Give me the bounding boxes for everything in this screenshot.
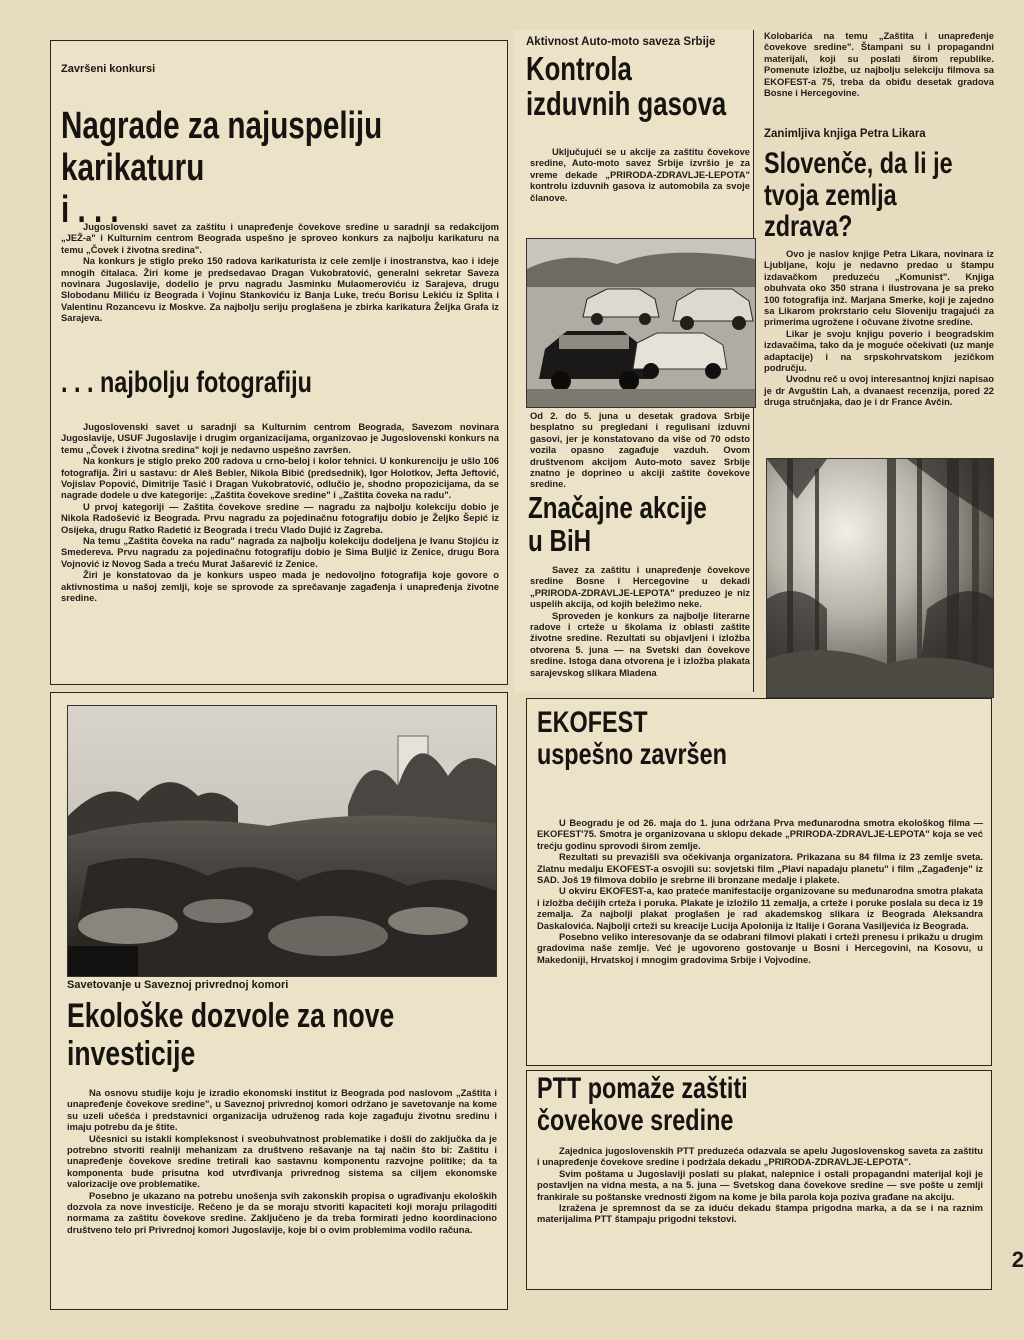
ekofest-paragraph: Posebno veliko interesovanje da se odabrani filmovi plakati i crteži prenesu i prikažu u drugim gradovima naše zemlje. Već je ugovoreno gostovanje u Bosni i Hercegovini, na Kosovu, u Makedoniji, Hrvatskoj i mnogim gradovima Srbije i Vojvodine. [537,931,983,965]
bih-body [530,564,750,678]
photo-award-paragraph: U prvoj kategoriji — Zaštita čovekove sredine — nagradu za najbolju kolekciju dobio je Nikola Radošević iz Beograda. Prvu nagradu za pojedinačnu fotografiju dobio je Željko Šepić iz Osijeka, drugu Ratko Radetić iz Beograda i treću Vlado Dujić iz Zagreba. [61,500,499,535]
eco-permits-headline-line2: investicije [67,1034,196,1073]
ptt-paragraph: Svim poštama u Jugoslaviji poslati su plakat, nalepnice i ostali propagandni materijal koji je postavljen na vidna mesta, a na 5. juna — Svetskog dana čovekove sredine — sve pošte u zemlji frankirale su poštanske vrednosti žigom na kome je bila parola koja poziva građane na akciju. [537,1167,983,1202]
eco-permits-paragraph: Na osnovu studije koju je izradio ekonomski institut iz Beograda pod naslovom „Zaštita i unapređenje čovekove sredine", u Saveznoj privrednoj komori održano je savetovanje na kome su uzeli učešća i predstavnici organizacija udruženog rada koje zagađuju životnu sredinu i imaju potrebu da je štite. [67,1087,497,1133]
forest-photo [766,458,994,698]
eco-permits-article [50,692,508,1310]
ptt-body [537,1145,983,1225]
book-paragraph: Likar je svoju knjigu poverio i beogradskim izdavačima, tako da je moguće očekivati (uz manje adaptacije) i na srpskohrvatskom jezičkom području. [764,327,994,374]
ptt-headline-line2: čovekove sredine [537,1103,734,1137]
construction-site-illustration [68,706,496,976]
awards-headline-line3: i . . . [61,188,119,231]
book-headline-line3: zdrava? [764,210,853,243]
page-number: 2 [1011,1247,1024,1272]
book-headline-line2: tvoja zemlja [764,178,897,212]
book-paragraph: Uvodnu reč u ovoj interesantnoj knjizi napisao je dr Avguštin Lah, a dvanaest recenzija, pored 22 druga stručnjaka, dao je i dr France Avčin. [764,373,994,408]
eco-permits-headline-line1: Ekološke dozvole za nove [67,997,395,1035]
bih-continuation [764,30,994,98]
forest-illustration [767,459,993,697]
photo-award-headline: . . . najbolju fotografiju [61,366,312,399]
ekofest-paragraph: U Beogradu je od 26. maja do 1. juna održana Prva međunarodna smotra ekološkog filma — EKOFEST'75. Smotra je organizovana u sklopu dekade „PRIRODA-ZDRAVLJE-LEPOTA" koja se već trećju godinu sprovodi širom zemlje. [537,817,983,851]
awards-paragraph: Na konkurs je stiglo preko 150 radova karikaturista iz cele zemlje i inostranstva, kao i ideje mnogih čitalaca. Žiri kome je predsedavao Dragan Vukobratović, generalni sekretar Saveza novinara Jugoslavije, dodelio je prvu nagradu Jasminku Mulaomeroviću iz Sarajeva, drugu Slobodanu Miliću iz Beograda i Vojinu Stankoviću iz Banja Luke, treću Borisu Lekiću iz Splita i Valentinu Rozancevu iz Moskve. Za najbolju seriju proglašena je zbirka karikatura Željka Grafa iz Sarajeva. [61,255,499,324]
cars-photo [526,238,756,408]
photo-award-paragraph: Žiri je konstatovao da je konkurs uspeo mada je nedovoljno fotografija koje govore o aktivnostima u našoj zemlji, koje se sprovode za sprečavanje zagađenja i unapređenja životne sredine. [61,569,499,604]
bih-headline-line2: u BiH [528,522,592,558]
awards-body [61,221,499,324]
ekofest-paragraph: U okviru EKOFEST-a, kao prateće manifestacije organizovane su međunarodna smotra plakata i izložba dečijih crteža i poruka. Plakate je izložilo 11 zemalja, a crteže i poruke poslala su deca iz 19 zemalja. Za najbolji plakat proglašen je rad akademskog slikara iz Beograda Aleksandra Daskalovića. Najbolji crteži su kreacije Lucija Apolonija iz Italije i Gorana Vasiljevića iz Beograda. [537,885,983,931]
bih-paragraph: Savez za zaštitu i unapređenje čovekove sredine Bosne i Hercegovine u dekadi „PRIRODA-ZDRAVLJE-LEPOTA" preduzeo je niz uspelih akcija, od kojih beležimo neke. [530,564,750,610]
photo-award-body [61,421,499,604]
photo-award-paragraph: Jugoslovenski savet u saradnji sa Kulturnim centrom Beograda, Savezom novinara Jugoslavije, USUF Jugoslavije i drugim organizacijama, organizovao je Jugoslovenski konkurs na temu „Čovek i životna sredina" koji je nedavno uspešno završen. [61,421,499,455]
awards-kicker: Završeni konkursi [61,63,156,75]
book-paragraph: Ovo je naslov knjige Petra Likara, novinara iz Ljubljane, koju je nedavno predao u štampu izdavačkom preduzeću „Komunist". Knjiga obuhvata oko 350 strana i ilustrovana je sa preko 100 fotografija inž. Marjana Smerke, koji je zajedno sa Likarom prokrstario celu Sloveniju tragajući za primerima ugrožene i očuvane životne sredine. [764,248,994,328]
eco-permits-paragraph: Posebno je ukazano na potrebu unošenja svih zakonskih propisa o ugrađivanju ekoloških dozvola za nove investicije. Rečeno je da se moraju stvoriti kapaciteti koji moraju prilagoditi normama za zaštitu čovekove sredine. Zaključeno je da treba formirati jedno koordinaciono društveno telo pri Privrednoj komori Jugoslavije, koje bi o ovim problemima vodilo računa. [67,1189,497,1235]
middle-column [514,30,754,692]
ptt-article [526,1070,992,1290]
ekofest-paragraph: Rezultati su prevazišli sva očekivanja organizatora. Prikazana su 84 filma iz 23 zemlje sveta. Zlatnu medalju EKOFEST-a osvojili su: sovjetski film „Plavi napadaju planetu" i film „Zagađenje" iz SAD. Još 19 filmova dobilo je srebrne ili bronzane medalje i plakete. [537,851,983,886]
exhaust-body-top [530,146,750,203]
ptt-headline-line1: PTT pomaže zaštiti [537,1072,748,1105]
eco-permits-caption: Savetovanje u Saveznoj privrednoj komori [67,979,289,991]
exhaust-headline-line2: izduvnih gasova [526,84,727,122]
photo-award-paragraph: Na temu „Zaštita čoveka na radu" nagrada za najbolju kolekciju dodeljena je Ivanu Stojiću iz Smedereva. Prvu nagradu za pojedinačnu fotografiju dobio je Sima Buljić iz Zenice, drugu Bora Vojnović iz Novog Sada a treću Murat Jašarević iz Zenice. [61,535,499,569]
cars-illustration [527,239,755,407]
exhaust-kicker: Aktivnost Auto-moto saveza Srbije [526,36,716,48]
bih-continuation-paragraph: Kolobarića na temu „Zaštita i unapređenje čovekove sredine". Štampani su i propagandni materijali, koji su poslati širom republike. Pomenute izložbe, uz najbolju selekciju filmova sa EKOFEST-a 75, treba da obiđu desetak gradova Bosne i Hercegovine. [764,30,994,99]
awards-headline-line1: Nagrade za najuspeliju [61,105,383,147]
ekofest-headline-line2: uspešno završen [537,737,727,771]
book-kicker: Zanimljiva knjiga Petra Likara [764,128,926,140]
book-body [764,248,994,408]
awards-article [50,40,508,685]
exhaust-headline-line1: Kontrola [526,50,632,87]
ptt-paragraph: Izražena je spremnost da se za iduću dekadu štampa prigodna marka, a da se i na raznim materijalima PTT štampaju prigodni tekstovi. [537,1202,983,1225]
right-column [760,30,1000,692]
bih-headline-line1: Značajne akcije [528,490,707,525]
awards-headline-line2: karikaturu [61,146,205,189]
ptt-paragraph: Zajednica jugoslovenskih PTT preduzeća odazvala se apelu Jugoslovenskog saveta za zaštitu i unapređenje čovekove sredine i podržala dekadu „PRIRODA-ZDRAVLJE-LEPOTA". [537,1145,983,1168]
ekofest-headline-line1: EKOFEST [537,706,648,739]
bih-paragraph: Sproveden je konkurs za najbolje literarne radove i crteže u školama iz oblasti zaštite životne sredine. Rezultati su objavljeni i izložba otvorena 5. juna — na Svetski dan čovekove sredine. Istoga dana otvorena je i izložba plakata sarajevskog slikara Mladena [530,609,750,678]
construction-site-photo [67,705,497,977]
ekofest-article [526,698,992,1066]
photo-award-paragraph: Na konkurs je stiglo preko 200 radova u crno-beloj i kolor tehnici. U konkurenciju je ušlo 106 fotografija. Žiri u sastavu: dr Aleš Bebler, Nikola Bibić (predsednik), Igor Holotkov, Jefta Jeftović, Vojislav Popović, Dimitrije Tasić i Dragan Vukobratović, odlučio je, shodno propozicijama, da se nagrade dodele u dve kategorije: „Zaštita čovekove sredine" i „Zaštita čoveka na radu". [61,455,499,501]
exhaust-paragraph: Uključujući se u akcije za zaštitu čovekove sredine, Auto-moto savez Srbije izvršio je za vreme dekade „PRIRODA-ZDRAVLJE-LEPOTA" kontrolu izduvnih gasova iz automobila za svoje članove. [530,146,750,203]
eco-permits-paragraph: Učesnici su istakli kompleksnost i sveobuhvatnost problematike i došli do zaključka da je potrebno stvoriti realniji mehanizam za društveno rešavanje na taj način što bi: Zaštitu i unapređenje čovekove sredine tretirali kao sastavnu komponentu razvojne politike; da ta komponenta bude prisutna kod utvrđivanja privrednog sistema sa ciljem ekonomske valorizacije ove problematike. [67,1132,497,1190]
exhaust-paragraph: Od 2. do 5. juna u desetak gradova Srbije besplatno su pregledani i regulisani izduvni gasovi, jer je konstatovano da više od 70 odsto vozila opasno zagađuje vazduh. Ovom društvenom akcijom Auto-moto savez Srbije znatno je doprineo u akciji zaštite čovekove sredine. [530,410,750,490]
exhaust-body-bottom [530,410,750,490]
book-headline-line1: Slovenče, da li je [764,147,953,180]
awards-paragraph: Jugoslovenski savet za zaštitu i unapređenje čovekove sredine u saradnji sa redakcijom „JEŽ-a" i Kulturnim centrom Beograda uspešno je sproveo konkurs za najbolju karikaturu na temu „Čovek i životna sredina". [61,221,499,255]
eco-permits-body [67,1087,497,1235]
ekofest-body [537,817,983,965]
